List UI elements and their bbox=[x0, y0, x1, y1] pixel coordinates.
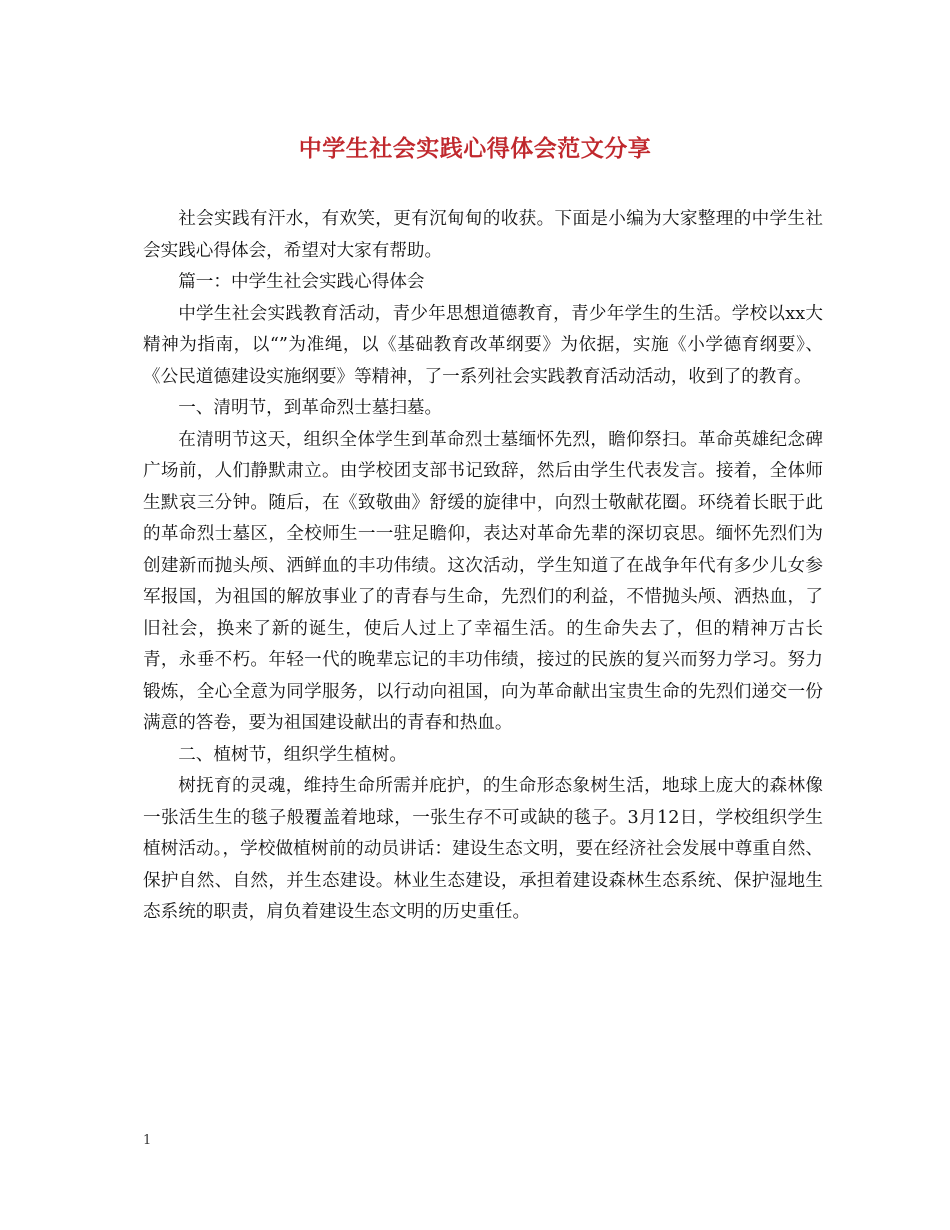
section-heading-part-one: 篇一：中学生社会实践心得体会 bbox=[178, 272, 425, 292]
document-title: 中学生社会实践心得体会范文分享 bbox=[298, 135, 652, 162]
paragraph-overview: 中学生社会实践教育活动，青少年思想道德教育，青少年学生的生活。学校以xx大精神为指南，以“”为准绳，以《基础教育改革纲要》为依据，实施《小学德育纲要》、《公民道德建设实施纲要》等精神，了一系列社会实践教育活动活动，收到了的教育。 bbox=[143, 303, 823, 387]
document-body bbox=[143, 204, 823, 929]
subheading-arbor-day: 二、植树节，组织学生植树。 bbox=[178, 744, 407, 765]
paragraph-arbor-day: 树抚育的灵魂，维持生命所需并庇护，的生命形态象树生活，地球上庞大的森林像一张活生生的毯子般覆盖着地球，一张生存不可或缺的毯子。3月12日，学校组织学生植树活动。，学校做植树前的动员讲话：建设生态文明，要在经济社会发展中尊重自然、保护自然、自然，并生态建设。林业生态建设，承担着建设森林生态系统、保护湿地生态系统的职责，肩负着建设生态文明的历史重任。 bbox=[143, 776, 823, 922]
subheading-qingming: 一、清明节，到革命烈士墓扫墓。 bbox=[178, 398, 443, 418]
page-number: 1 bbox=[143, 1133, 152, 1148]
paragraph-qingming: 在清明节这天，组织全体学生到革命烈士墓缅怀先烈，瞻仰祭扫。革命英雄纪念碑广场前，人们静默肃立。由学校团支部书记致辞，然后由学生代表发言。接着，全体师生默哀三分钟。随后，在《致敬曲》舒缓的旋律中，向烈士敬献花圈。环绕着长眠于此的革命烈士墓区，全校师生一一驻足瞻仰，表达对革命先辈的深切哀思。缅怀先烈们为创建新而抛头颅、洒鲜血的丰功伟绩。这次活动，学生知道了在战争年代有多少儿女参军报国，为祖国的解放事业了的青春与生命，先烈们的利益，不惜抛头颅、洒热血，了旧社会，换来了新的诞生，使后人过上了幸福生活。的生命失去了，但的精神万古长青，永垂不朽。年轻一代的晚辈忘记的丰功伟绩，接过的民族的复兴而努力学习。努力锻炼，全心全意为同学服务，以行动向祖国，向为革命献出宝贵生命的先烈们递交一份满意的答卷，要为祖国建设献出的青春和热血。 bbox=[143, 429, 823, 733]
paragraph-intro: 社会实践有汗水，有欢笑，更有沉甸甸的收获。下面是小编为大家整理的中学生社会实践心得体会，希望对大家有帮助。 bbox=[143, 209, 823, 261]
